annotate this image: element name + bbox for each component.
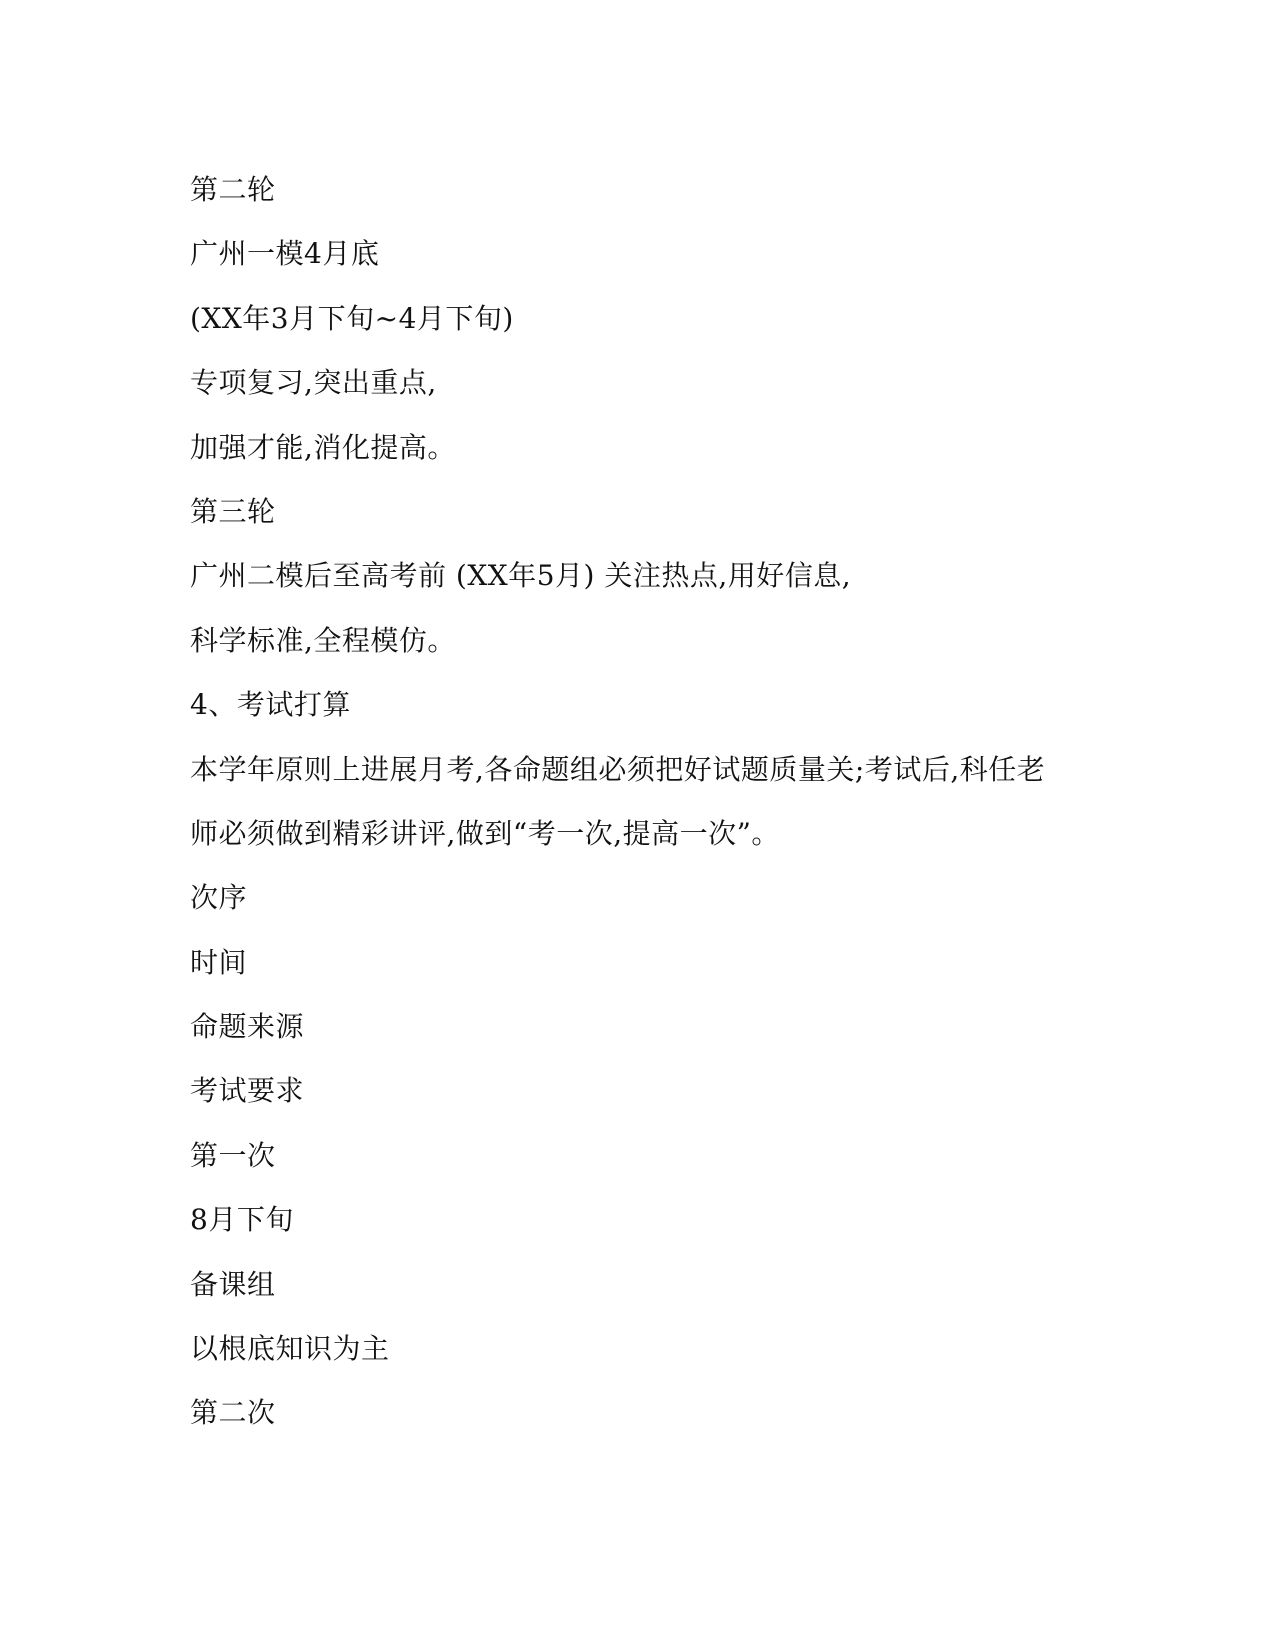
- table-cell: 以根底知识为主: [190, 1332, 390, 1366]
- paragraph-line: 本学年原则上进展月考,各命题组必须把好试题质量关;考试后,科任老: [190, 752, 1046, 786]
- section-heading: 4、考试打算: [190, 688, 351, 722]
- round-three-heading: 第三轮: [190, 494, 276, 528]
- table-header-cell: 命题来源: [190, 1010, 305, 1044]
- table-cell: 第二次: [190, 1396, 276, 1430]
- paragraph-line: 师必须做到精彩讲评,做到“考一次,提高一次”。: [190, 816, 780, 850]
- table-cell: 第一次: [190, 1138, 276, 1172]
- table-header-cell: 考试要求: [190, 1074, 305, 1108]
- table-cell: 备课组: [190, 1267, 276, 1301]
- paragraph-line: 科学标准,全程模仿。: [190, 623, 456, 657]
- paragraph-line: 加强才能,消化提高。: [190, 430, 456, 464]
- table-header-cell: 时间: [190, 945, 248, 979]
- table-cell: 8月下旬: [190, 1203, 294, 1237]
- paragraph-line: (XX年3月下旬~4月下旬): [190, 301, 514, 335]
- paragraph-line: 广州二模后至高考前 (XX年5月) 关注热点,用好信息,: [190, 559, 852, 593]
- round-two-heading: 第二轮: [190, 173, 276, 206]
- document-body: [190, 158, 1090, 1446]
- table-header-cell: 次序: [190, 881, 248, 915]
- paragraph-line: 专项复习,突出重点,: [190, 366, 437, 400]
- paragraph-line: 广州一模4月底: [190, 237, 380, 271]
